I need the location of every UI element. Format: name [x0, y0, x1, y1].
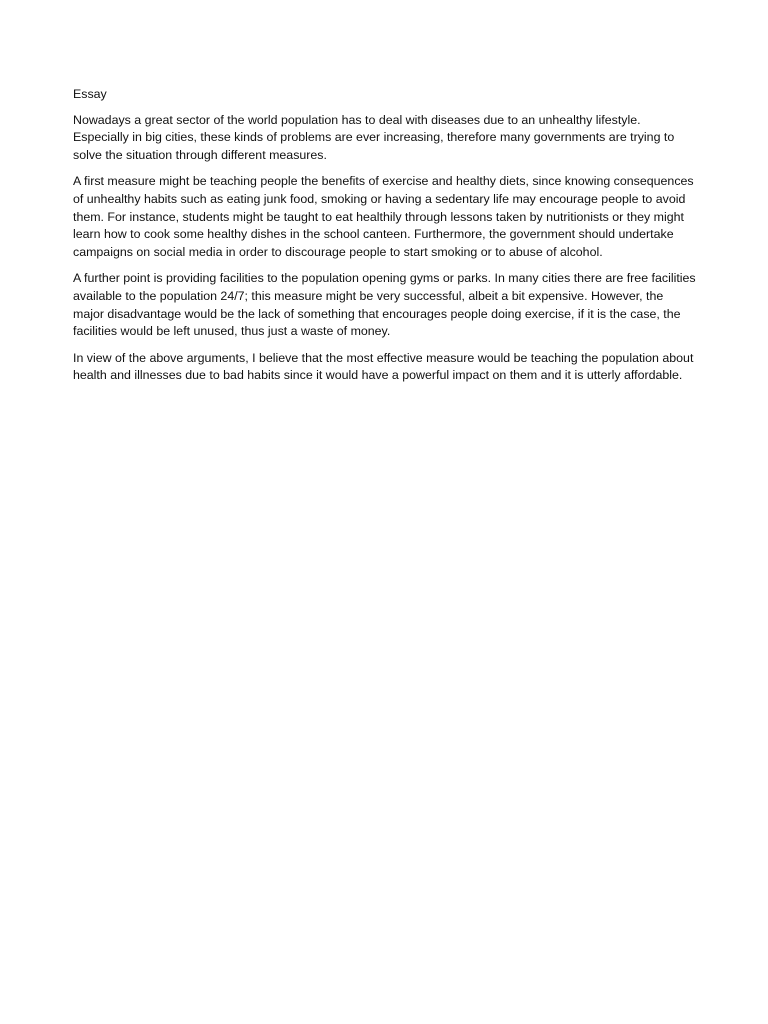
paragraph-conclusion: In view of the above arguments, I believe that the most effective measure would be teaching the population about health and illnesses due to bad habits since it would have a powerful impact on them and it is utterly affordable.	[73, 350, 694, 383]
document-title: Essay	[73, 87, 107, 101]
paragraph-introduction: Nowadays a great sector of the world population has to deal with diseases due to an unhealthy lifestyle. Especially in big cities, these kinds of problems are ever increasing, therefore many governments are trying to solve the situation through different measures.	[73, 112, 675, 162]
paragraph-first-measure: A first measure might be teaching people the benefits of exercise and healthy diets, since knowing consequences of unhealthy habits such as eating junk food, smoking or having a sedentary life may encourage people to avoid them. For instance, students might be taught to eat healthily through lessons taken by nutritionists or they might learn how to cook some healthy dishes in the school canteen. Furthermore, the government should undertake campaigns on social media in order to discourage people to start smoking or to abuse of alcohol.	[73, 174, 694, 259]
paragraph-further-point: A further point is providing facilities to the population opening gyms or parks. In many cities there are free facilities available to the population 24/7; this measure might be very successful, albeit a bit expensive. However, the major disadvantage would be the lack of something that encourages people doing exercise, if it is the case, the facilities would be left unused, thus just a waste of money.	[73, 271, 696, 339]
document-body	[73, 86, 697, 394]
